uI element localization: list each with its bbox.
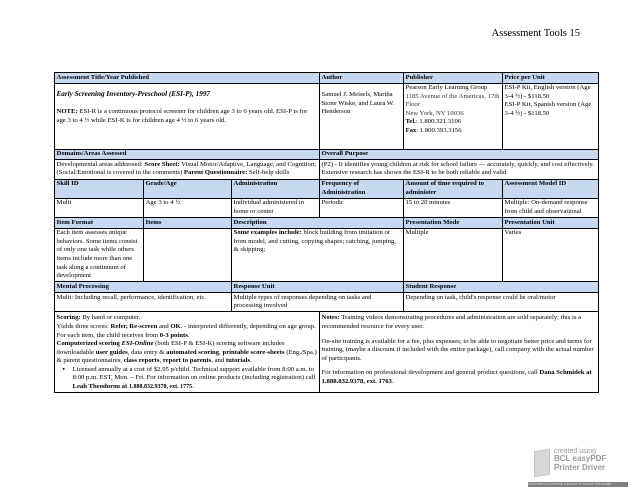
scoring-cell [55, 312, 320, 393]
notes-cell [320, 312, 599, 393]
header-presentation-mode: Presentation Mode [404, 218, 503, 229]
professional-development: For information on professional development and general product questions, call Dana Schmidek at 1.888.832.9378, ext. 1763. [321, 369, 592, 385]
header-skill-id: Skill ID [55, 179, 144, 198]
header-response-unit: Response Unit [232, 282, 404, 293]
header-description: Description [232, 218, 404, 229]
header-administration: Administration [232, 179, 320, 198]
item-format-value: Each item assesses unique behaviors. Some items consist of only one task while others items include more than one task along a continuum of development [55, 228, 144, 281]
author-names: Samuel J. Meisels, Martha Stone Wiske, and Laura W. Henderson [321, 91, 395, 116]
header-purpose: Overall Purpose [320, 149, 599, 160]
scoring-method: Scoring: By hand or computer. [56, 314, 141, 322]
notes-text: Notes: Training videos demonstrating procedures and administration are sold separately; this is a recommended resource for every user. [321, 314, 582, 330]
item-table [54, 217, 599, 282]
publisher-line-1: Pearson Early Learning Group [405, 84, 488, 92]
skill-value: Multi [55, 198, 144, 217]
header-grade-age: Grade/Age [144, 179, 232, 198]
time-value: 15 to 20 minutes [404, 198, 503, 217]
watermark-strip: Click here to purchase a license to remove this image [528, 482, 628, 487]
computerized-scoring: Computerized scoring ESI-Online (both ESI-P & ESI-K) scoring software includes downloadable user guides, data entry & automated scoring, printable score-sheets (Eng./Spa.) & parent questionnaires, class reports, report to parents, and tutorials. [56, 340, 317, 365]
header-title-year: Assessment Title/Year Published [55, 73, 320, 84]
license-bullet: ▪ Licensed annually at a cost of $2.95 p/child. Technical support available from 8:00 a.m. to 8:00 p.m. EST, Mon. – Fri. For information on online products (including registration) call Leah Theodorou at 1.888.832.9378, ext. 1775. [62, 365, 316, 391]
onsite-training: On-site training is available for a fee, plus expenses; to be able to negotiate better price and terms for training, (maybe a discount if included with the entire package), call company with the actual number of participants. [321, 337, 594, 362]
publisher-line-3: New York, NY 10036 [405, 109, 464, 117]
header-items: Items [144, 218, 232, 229]
title-cell [55, 83, 320, 149]
note-text: NOTE: ESI-R is a continuous protocol screener for children age 3 to 6 years old. ESI-P is for age 3 to 4 ½ while ESI-K is for children age 4 ½ to 6 years old. [56, 108, 308, 124]
header-model-id: Assessment Model ID [503, 179, 599, 198]
domains-table [54, 149, 599, 180]
frequency-value: Periodic [320, 198, 404, 217]
presentation-mode-value: Multiple [404, 228, 503, 281]
header-publisher: Publisher [404, 73, 503, 84]
header-author: Author [320, 73, 404, 84]
mental-processing-value: Multi: Including recall, performance, identification, etc. [55, 293, 232, 312]
watermark-text: created using BCL easyPDF Printer Driver [554, 448, 607, 472]
printer-logo-icon [534, 449, 550, 477]
assessment-sheet [54, 72, 598, 393]
items-value [144, 228, 232, 281]
publisher-cell [404, 83, 503, 149]
easypdf-watermark[interactable] [528, 448, 628, 488]
student-response-value: Depending on task, child's response could be oral/motor [404, 293, 599, 312]
model-value: Multiple: On-demand response from child and observational [503, 198, 599, 217]
processing-table [54, 281, 599, 312]
purpose-cell: (P2) - It identifies young children at risk for school failure — accurately, quickly, and cost effectively. Extensive research has shown the ESI-R to be both reliable and valid [320, 160, 599, 179]
header-time: Amount of time required to administer [404, 179, 503, 198]
administration-value: Individual administered in home or center [232, 198, 320, 217]
scoring-yields: Yields three scores: Refer, Re-screen and OK. - interpreted differently, depending on age group. For each item, the child receives from 0-3 points. [56, 323, 316, 339]
bullet-icon: ▪ [62, 365, 65, 373]
header-domains: Domains/Areas Assessed [55, 149, 320, 160]
response-unit-value: Multiple types of responses depending on tasks and processing involved [232, 293, 404, 312]
publisher-fax: Fax: 1.800.393.3156 [405, 126, 462, 134]
publisher-line-2: 1185 Avenue of the Americas, 17th Floor [405, 92, 500, 109]
scoring-table [54, 311, 599, 393]
publisher-tel: Tel.: 1.800.321.3106 [405, 118, 462, 126]
title-table [54, 72, 599, 150]
assessment-title: Early Screening Inventory-Preschool (ESI-P), 1997 [56, 90, 211, 99]
domains-cell: Developmental areas addressed: Score Sheet: Visual Motor/Adaptive, Language, and Cognition; (Social/Emotional is covered in the comments) Parent Questionnaire: Self-help skills [55, 160, 320, 179]
header-price: Price per Unit [503, 73, 599, 84]
description-value: Some examples include: block building from imitation or from model, and cutting, copying shapes; catching, jumping, & skipping; [232, 228, 404, 281]
header-mental-processing: Mental Processing [55, 282, 232, 293]
header-presentation-unit: Presentation Unit [503, 218, 599, 229]
author-cell [320, 83, 404, 149]
price-english: ESI-P Kit, English version (Age 3-4 ½) - $118.50 [504, 84, 591, 100]
note-label: NOTE: [56, 108, 78, 116]
grade-value: Age 3 to 4 ½ [144, 198, 232, 217]
price-spanish: ESI-P Kit, Spanish version (Age 3-4 ½) - $118.50 [504, 101, 592, 117]
price-cell [503, 83, 599, 149]
skill-table [54, 179, 599, 218]
header-frequency: Frequency of Administration [320, 179, 404, 198]
page-header: Assessment Tools 15 [491, 28, 580, 39]
header-student-response: Student Response [404, 282, 599, 293]
header-item-format: Item Format [55, 218, 144, 229]
presentation-unit-value: Varies [503, 228, 599, 281]
